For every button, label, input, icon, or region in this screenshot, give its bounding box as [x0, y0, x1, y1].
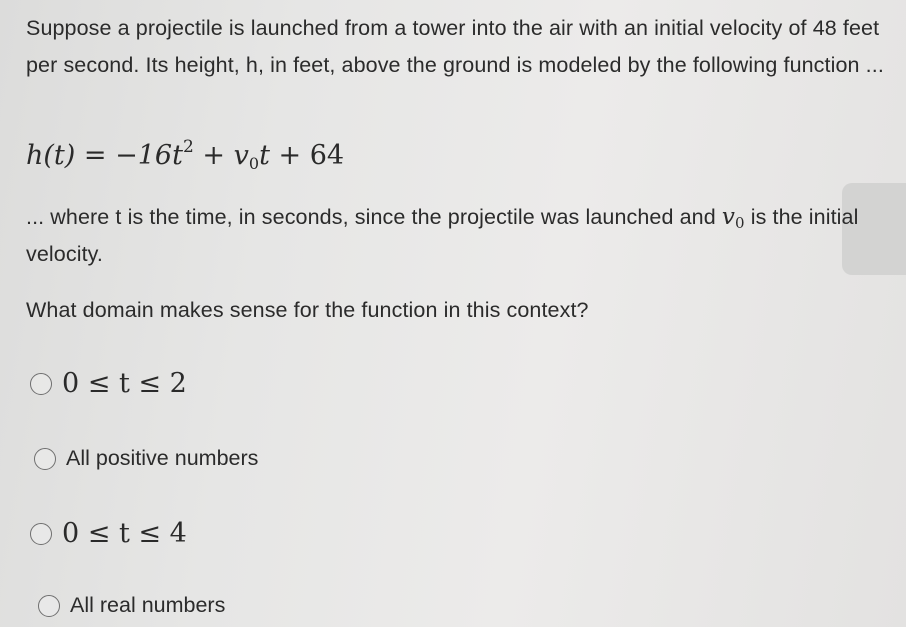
explanation-text-before: ... where t is the time, in seconds, since the projectile was launched and: [26, 205, 716, 229]
answer-option-4[interactable]: [38, 593, 225, 618]
radio-button-icon[interactable]: [34, 448, 56, 470]
variable-subscript: 0: [734, 214, 745, 232]
formula-lhs: h(t): [26, 140, 76, 171]
formula-plus-2: +: [278, 140, 302, 171]
answer-option-3[interactable]: [30, 518, 187, 549]
formula-term1-exponent: 2: [182, 137, 194, 157]
formula-term3: 64: [309, 140, 345, 171]
answer-option-2[interactable]: [34, 446, 258, 471]
formula-equals: =: [83, 140, 107, 171]
problem-intro: Suppose a projectile is launched from a tower into the air with an initial velocity of 48 feet per second. Its height, h, in feet, above the ground is modeled by the following function ...: [26, 16, 884, 77]
formula-term1: −16t: [115, 140, 183, 171]
question-prompt: What domain makes sense for the function in this context?: [26, 298, 589, 322]
radio-button-icon[interactable]: [30, 373, 52, 395]
initial-velocity-variable: [722, 204, 745, 230]
option-label[interactable]: All real numbers: [70, 593, 226, 617]
option-label[interactable]: 0 ≤ t ≤ 4: [62, 518, 187, 549]
formula-term2-subscript: 0: [248, 154, 260, 173]
explanation-text-after: is the initial velocity.: [26, 205, 859, 266]
option-label[interactable]: All positive numbers: [66, 446, 259, 470]
formula-term2-t: t: [259, 140, 270, 171]
answer-option-1[interactable]: [30, 368, 187, 399]
problem-explanation: [26, 199, 876, 273]
formula-term2-v: v: [233, 140, 249, 171]
formula-plus-1: +: [202, 140, 226, 171]
height-function-formula: [26, 137, 345, 173]
radio-button-icon[interactable]: [30, 523, 52, 545]
option-label[interactable]: 0 ≤ t ≤ 2: [62, 368, 187, 399]
variable-letter: v: [721, 204, 735, 230]
radio-button-icon[interactable]: [38, 595, 60, 617]
